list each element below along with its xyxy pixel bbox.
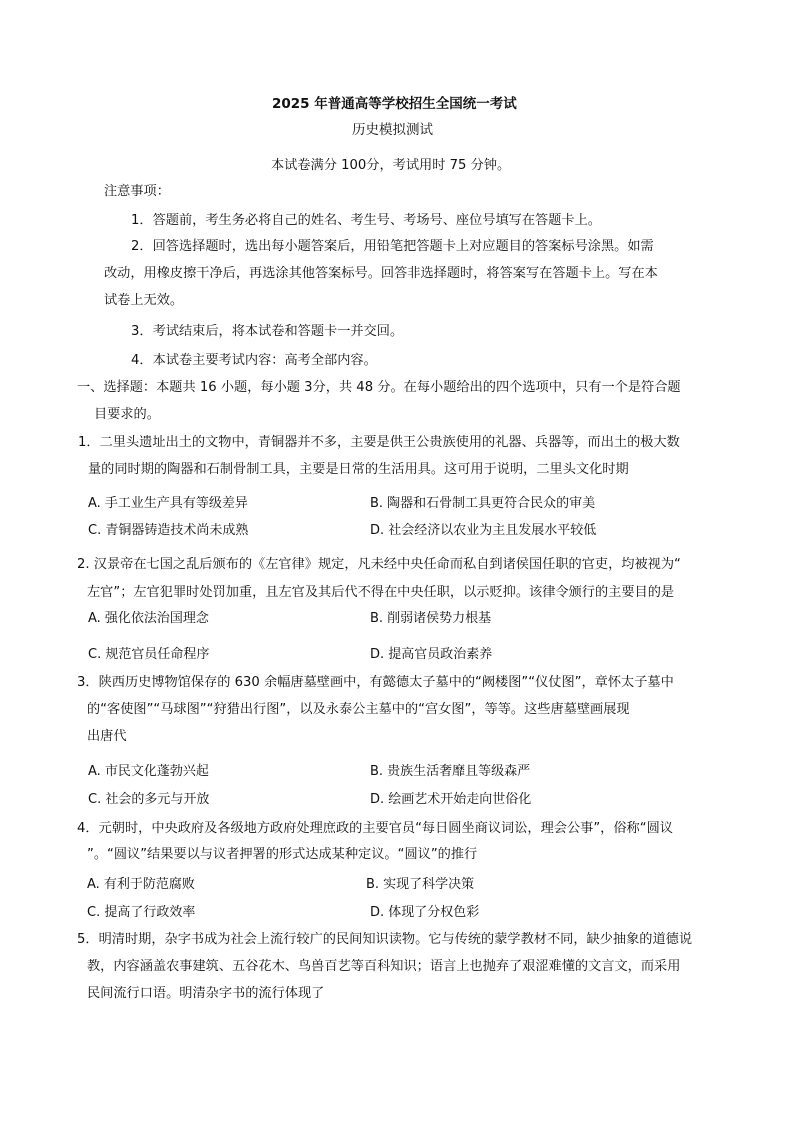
- question-2-option-a[interactable]: A. 强化依法治国理念: [88, 611, 209, 626]
- question-4-stem: 4．元朝时，中央政府及各级地方政府处理庶政的主要官员“每日圆坐商议词讼，理会公事”，俗称“圆议: [77, 821, 673, 836]
- question-1-option-b[interactable]: B. 陶器和石骨制工具更符合民众的审美: [370, 496, 596, 511]
- question-3-stem-cont: 的“客使图”“马球图”“狩猎出行图”，以及永泰公主墓中的“宫女图”，等等。这些唐墓壁画展现: [87, 702, 630, 717]
- question-2-stem: 2. 汉景帝在七国之乱后颁布的《左官律》规定，凡未经中央任命而私自到诸侯国任职的官吏，均被视为“: [77, 557, 681, 572]
- question-1-option-c[interactable]: C. 青铜器铸造技术尚未成熟: [88, 523, 249, 538]
- question-5-stem-cont: 教，内容涵盖农事建筑、五谷花木、鸟兽百艺等百科知识；语言上也抛弃了艰涩难懂的文言文，而采用: [87, 959, 681, 974]
- notice-item-2: 2．回答选择题时，选出每小题答案后，用铅笔把答题卡上对应题目的答案标号涂黑。如需: [131, 239, 654, 254]
- notice-item-2-cont: 试卷上无效。: [104, 293, 184, 308]
- notice-item-2-cont: 改动，用橡皮擦干净后，再选涂其他答案标号。回答非选择题时，将答案写在答题卡上。写在本: [104, 266, 658, 281]
- question-4-stem-cont: ”。“圆议”结果要以与议者押署的形式达成某种定议。“圆议”的推行: [87, 847, 478, 862]
- question-3-stem-cont: 出唐代: [87, 729, 127, 744]
- question-2-option-c[interactable]: C. 规范官员任命程序: [88, 647, 210, 662]
- notice-item-4: 4．本试卷主要考试内容：高考全部内容。: [131, 353, 377, 368]
- question-1-stem-cont: 量的同时期的陶器和石制骨制工具，主要是日常的生活用具。这可用于说明，二里头文化时期: [88, 462, 629, 477]
- question-3-option-a[interactable]: A. 市民文化蓬勃兴起: [88, 764, 209, 779]
- score-info: 本试卷满分 100分，考试用时 75 分钟。: [271, 158, 511, 173]
- section-heading-cont: 目要求的。: [94, 407, 160, 422]
- question-1-stem: 1．二里头遗址出土的文物中，青铜器并不多，主要是供王公贵族使用的礼器、兵器等，而出土的极大数: [78, 435, 680, 450]
- section-heading: 一、选择题：本题共 16 小题，每小题 3分，共 48 分。在每小题给出的四个选项中，只有一个是符合题: [77, 380, 681, 395]
- question-4-option-a[interactable]: A. 有利于防范腐败: [87, 877, 195, 892]
- question-5-stem: 5．明清时期，杂字书成为社会上流行较广的民间知识读物。它与传统的蒙学教材不同，缺少抽象的道德说: [77, 932, 693, 947]
- notice-item-3: 3．考试结束后，将本试卷和答题卡一并交回。: [131, 324, 404, 339]
- question-3-option-d[interactable]: D. 绘画艺术开始走向世俗化: [370, 792, 532, 807]
- question-4-option-b[interactable]: B. 实现了科学决策: [366, 877, 475, 892]
- question-1-option-d[interactable]: D. 社会经济以农业为主且发展水平较低: [370, 523, 597, 538]
- question-2-option-b[interactable]: B. 削弱诸侯势力根基: [370, 611, 492, 626]
- question-4-option-d[interactable]: D. 体现了分权色彩: [370, 905, 480, 920]
- question-3-option-b[interactable]: B. 贵族生活奢靡且等级森严: [370, 764, 531, 779]
- question-3-stem: 3．陕西历史博物馆保存的 630 余幅唐墓壁画中，有懿德太子墓中的“阙楼图”“仪仗图”，章怀太子墓中: [77, 675, 674, 690]
- exam-subtitle: 历史模拟测试: [352, 122, 433, 138]
- exam-title: 2025 年普通高等学校招生全国统一考试: [272, 96, 517, 112]
- question-4-option-c[interactable]: C. 提高了行政效率: [87, 905, 196, 920]
- question-2-stem-cont: 左官”；左官犯罪时处罚加重，且左官及其后代不得在中央任职，以示贬抑。该律令颁行的主要目的是: [87, 585, 675, 600]
- question-3-option-c[interactable]: C. 社会的多元与开放: [88, 792, 210, 807]
- notice-heading: 注意事项：: [104, 184, 170, 199]
- question-5-stem-cont: 民间流行口语。明清杂字书的流行体现了: [87, 986, 325, 1001]
- question-1-option-a[interactable]: A. 手工业生产具有等级差异: [88, 496, 248, 511]
- notice-item-1: 1．答题前，考生务必将自己的姓名、考生号、考场号、座位号填写在答题卡上。: [131, 213, 601, 228]
- question-2-option-d[interactable]: D. 提高官员政治素养: [370, 647, 493, 662]
